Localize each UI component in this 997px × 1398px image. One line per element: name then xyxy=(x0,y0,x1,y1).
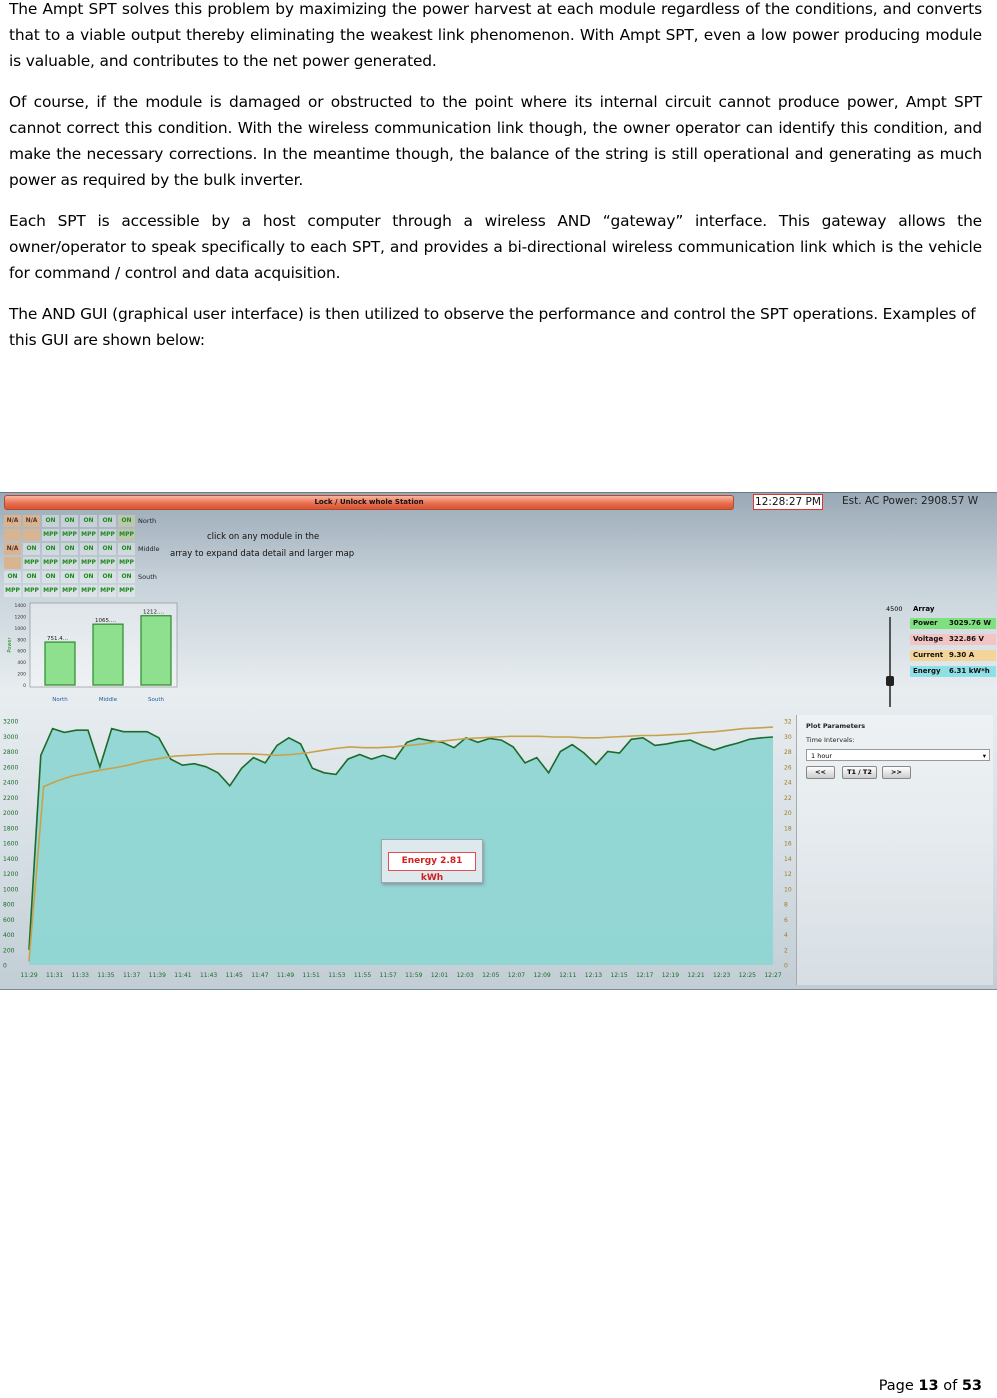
next-button[interactable]: >> xyxy=(882,766,911,779)
module-cell[interactable] xyxy=(23,529,40,541)
y2-tick-label: 26 xyxy=(784,764,792,772)
bar-y-tick-label: 600 xyxy=(17,649,26,655)
y2-tick-label: 22 xyxy=(784,794,792,802)
slider-max-label: 4500 xyxy=(886,605,903,613)
energy-popup xyxy=(381,839,483,883)
y-tick-label: 2000 xyxy=(3,810,19,817)
y2-tick-label: 8 xyxy=(784,901,788,909)
x-tick-label: 11:59 xyxy=(405,972,423,979)
module-cell[interactable]: MPP xyxy=(42,557,59,569)
y2-tick-label: 6 xyxy=(784,916,788,924)
module-cell[interactable]: ON xyxy=(80,543,97,555)
y-tick-label: 1000 xyxy=(3,886,19,894)
module-cell[interactable] xyxy=(4,529,21,541)
document-body xyxy=(9,0,982,368)
paragraph-3: Each SPT is accessible by a host computer through a wireless AND “gateway” interface. This gateway allows the owner/operator to speak specifically to each SPT, and provides a bi-directional wireless communication link which is the vehicle for command / control and data acquisition. xyxy=(9,212,982,282)
y-tick-label: 600 xyxy=(3,916,15,924)
y-tick-label: 400 xyxy=(3,932,15,939)
power-bar xyxy=(93,624,123,685)
y-tick-label: 0 xyxy=(3,962,7,970)
x-tick-label: 11:29 xyxy=(20,972,38,979)
module-cell[interactable]: MPP xyxy=(61,529,78,541)
y-tick-label: 800 xyxy=(3,901,15,909)
y2-tick-label: 10 xyxy=(784,886,792,894)
time-interval-select[interactable]: 1 hour ▾ xyxy=(806,749,990,761)
module-cell[interactable]: MPP xyxy=(80,529,97,541)
y2-tick-label: 24 xyxy=(784,779,792,787)
module-cell[interactable]: ON xyxy=(42,515,59,527)
legend-current: Current 9.30 A xyxy=(910,650,996,661)
slider-track[interactable] xyxy=(889,617,891,707)
module-cell[interactable]: MPP xyxy=(61,557,78,569)
ac-power-readout: Est. AC Power: 2908.57 W xyxy=(842,495,979,507)
row-label-middle: Middle xyxy=(138,545,160,553)
plot-parameters-title: Plot Parameters xyxy=(806,722,866,730)
hint-line-1: click on any module in the xyxy=(207,532,320,542)
y2-tick-label: 30 xyxy=(784,733,792,741)
x-tick-label: 12:09 xyxy=(533,972,551,979)
bar-y-tick-label: 0 xyxy=(23,684,26,689)
gui-screenshot xyxy=(0,492,997,990)
array-label: Array xyxy=(913,605,935,613)
module-cell[interactable]: MPP xyxy=(80,585,97,597)
y2-tick-label: 0 xyxy=(784,962,788,970)
x-tick-label: 12:01 xyxy=(430,972,449,979)
module-cell[interactable]: MPP xyxy=(99,557,116,569)
y2-tick-label: 14 xyxy=(784,855,792,863)
t1-t2-button[interactable]: T1 / T2 xyxy=(842,766,877,779)
bar-value-label: 1065.... xyxy=(95,618,116,625)
x-tick-label: 11:47 xyxy=(251,972,269,979)
y2-tick-label: 12 xyxy=(784,871,792,878)
module-cell[interactable]: ON xyxy=(42,571,59,583)
legend-power: Power 3029.76 W xyxy=(910,618,996,629)
module-cell[interactable]: ON xyxy=(23,571,40,583)
hint-line-2: array to expand data detail and larger map xyxy=(170,549,355,559)
bar-category-label: North xyxy=(52,697,68,703)
module-cell[interactable]: MPP xyxy=(80,557,97,569)
module-cell[interactable]: ON xyxy=(4,571,21,583)
y-tick-label: 2800 xyxy=(3,749,19,756)
clock-display: 12:28:27 PM xyxy=(753,494,823,510)
x-tick-label: 11:35 xyxy=(97,972,115,979)
module-cell[interactable]: MPP xyxy=(99,585,116,597)
module-cell[interactable]: ON xyxy=(42,543,59,555)
y2-tick-label: 16 xyxy=(784,840,792,848)
bar-category-label: Middle xyxy=(98,697,118,703)
bar-y-tick-label: 1200 xyxy=(14,615,26,621)
module-cell[interactable]: MPP xyxy=(42,585,59,597)
x-tick-label: 11:51 xyxy=(302,972,320,979)
module-cell[interactable]: MPP xyxy=(23,585,40,597)
x-tick-label: 11:41 xyxy=(174,972,192,979)
x-tick-label: 11:57 xyxy=(379,972,397,979)
y-tick-label: 1400 xyxy=(3,855,19,863)
module-cell[interactable]: MPP xyxy=(4,585,21,597)
x-tick-label: 11:45 xyxy=(225,972,243,979)
module-cell[interactable]: MPP xyxy=(61,585,78,597)
slider-handle[interactable] xyxy=(886,676,894,686)
bar-value-label: 751.4... xyxy=(47,636,68,643)
x-tick-label: 12:23 xyxy=(713,972,731,979)
module-cell[interactable]: N/A xyxy=(4,515,21,527)
bar-y-tick-label: 1400 xyxy=(14,604,26,609)
module-cell[interactable]: ON xyxy=(61,515,78,527)
row-label-south: South xyxy=(138,573,157,581)
y2-tick-label: 28 xyxy=(784,749,792,756)
module-cell[interactable]: MPP xyxy=(42,529,59,541)
bar-y-tick-label: 200 xyxy=(17,672,26,678)
y-tick-label: 1200 xyxy=(3,871,19,878)
bar-y-tick-label: 400 xyxy=(17,661,26,667)
y2-tick-label: 2 xyxy=(784,947,788,955)
module-cell[interactable]: ON xyxy=(23,543,40,555)
y2-tick-label: 20 xyxy=(784,810,792,817)
y-tick-label: 3200 xyxy=(3,718,19,726)
module-cell[interactable]: ON xyxy=(99,515,116,527)
x-tick-label: 12:21 xyxy=(687,972,705,979)
module-cell[interactable]: ON xyxy=(61,571,78,583)
module-cell[interactable]: MPP xyxy=(118,585,135,597)
x-tick-label: 12:13 xyxy=(584,972,603,979)
module-cell[interactable]: MPP xyxy=(99,529,116,541)
module-cell[interactable]: ON xyxy=(80,515,97,527)
paragraph-1: The Ampt SPT solves this problem by maximizing the power harvest at each module regardless of the conditions, and converts that to a viable output thereby eliminating the weakest link phenomenon. With Ampt SPT, even a low power producing module is valuable, and contributes to the net power generated. xyxy=(9,0,982,70)
x-tick-label: 12:15 xyxy=(610,972,628,979)
y-tick-label: 200 xyxy=(3,947,15,955)
x-tick-label: 11:39 xyxy=(148,972,166,979)
power-bar-chart[interactable] xyxy=(2,601,180,713)
y-tick-label: 2200 xyxy=(3,794,19,802)
x-tick-label: 12:19 xyxy=(661,972,680,979)
module-cell[interactable] xyxy=(4,557,21,569)
module-cell[interactable]: ON xyxy=(118,571,135,583)
x-tick-label: 11:55 xyxy=(353,972,372,979)
module-cell[interactable]: ON xyxy=(99,571,116,583)
page-footer: Page 13 of 53 xyxy=(878,1378,982,1394)
x-tick-label: 11:31 xyxy=(46,972,64,979)
y-tick-label: 3000 xyxy=(3,733,19,741)
bar-value-label: 1212.... xyxy=(143,609,164,616)
y-tick-label: 2400 xyxy=(3,779,19,787)
power-bar xyxy=(45,642,75,685)
paragraph-4: The AND GUI (graphical user interface) is then utilized to observe the performance and control the SPT operations. Examples of this GUI are shown below: xyxy=(9,305,976,349)
y2-tick-label: 32 xyxy=(784,718,792,726)
x-tick-label: 11:49 xyxy=(276,972,295,979)
module-cell[interactable]: ON xyxy=(118,543,135,555)
prev-button[interactable]: << xyxy=(806,766,835,779)
lock-unlock-station-button[interactable]: Lock / Unlock whole Station xyxy=(4,495,734,510)
module-cell[interactable]: ON xyxy=(61,543,78,555)
y-tick-label: 1600 xyxy=(3,840,19,848)
x-tick-label: 12:05 xyxy=(482,972,500,979)
power-bar xyxy=(141,616,171,685)
row-label-north: North xyxy=(138,517,157,525)
x-tick-label: 12:07 xyxy=(507,972,526,979)
y2-tick-label: 18 xyxy=(784,825,792,833)
chevron-down-icon: ▾ xyxy=(982,752,986,760)
x-tick-label: 11:33 xyxy=(71,972,89,979)
module-cell[interactable]: MPP xyxy=(118,557,135,569)
module-cell[interactable]: ON xyxy=(99,543,116,555)
time-intervals-label: Time Intervals: xyxy=(806,736,855,744)
energy-label: Energy 2.81 kWh xyxy=(388,852,476,871)
module-cell[interactable]: N/A xyxy=(23,515,40,527)
x-tick-label: 11:43 xyxy=(199,972,218,979)
bar-y-tick-label: 1000 xyxy=(14,626,26,632)
module-cell[interactable]: N/A xyxy=(4,543,21,555)
x-tick-label: 12:11 xyxy=(559,972,577,979)
module-cell[interactable]: ON xyxy=(80,571,97,583)
x-tick-label: 12:03 xyxy=(456,972,474,979)
x-tick-label: 11:37 xyxy=(122,972,141,979)
y-tick-label: 1800 xyxy=(3,825,19,833)
x-tick-label: 12:25 xyxy=(738,972,756,979)
x-tick-label: 12:17 xyxy=(636,972,654,979)
y-tick-label: 2600 xyxy=(3,764,19,772)
module-cell[interactable]: ON xyxy=(118,515,135,527)
x-tick-label: 12:27 xyxy=(764,972,782,979)
bar-y-tick-label: 800 xyxy=(17,638,26,644)
legend-voltage: Voltage 322.86 V xyxy=(910,634,996,645)
y2-tick-label: 4 xyxy=(784,932,788,939)
module-cell[interactable]: MPP xyxy=(23,557,40,569)
module-cell[interactable]: MPP xyxy=(118,529,135,541)
paragraph-2: Of course, if the module is damaged or obstructed to the point where its internal circuit cannot produce power, Ampt SPT cannot correct this condition. With the wireless communication link though, the owner operator can identify this condition, and make the necessary corrections. In the meantime though, the balance of the string is still operational and generating as much power as required by the bulk inverter. xyxy=(9,93,982,189)
legend-energy: Energy 6.31 kW*h xyxy=(910,666,996,677)
bar-y-axis-label: Power xyxy=(7,637,13,653)
bar-category-label: South xyxy=(148,697,164,703)
x-tick-label: 11:53 xyxy=(328,972,346,979)
